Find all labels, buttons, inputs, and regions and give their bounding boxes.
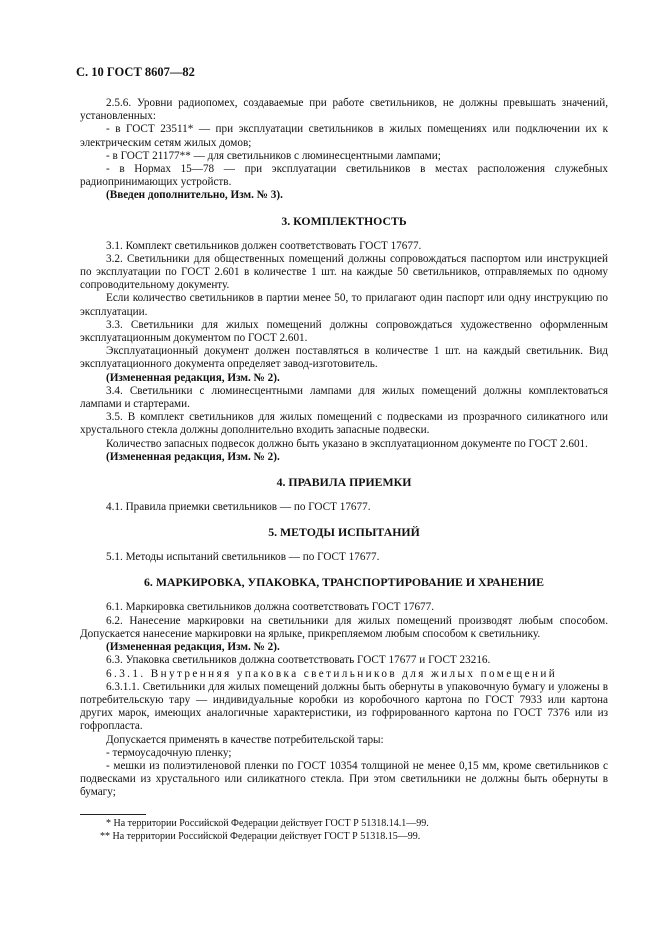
paragraph-2-5-6: 2.5.6. Уровни радиопомех, создаваемые при работе светильников, не должны превышать значений, установленных: [80,97,608,123]
section-5-title: 5. МЕТОДЫ ИСПЫТАНИЙ [268,525,420,540]
paragraph-3-5-note: Количество запасных подвесок должно быть указано в эксплуатационном документе по ГОСТ 2.601. [106,437,588,450]
paragraph-3-2-note: Если количество светильников в партии менее 50, то прилагают один паспорт или одну инструкцию по эксплуатации. [80,292,608,318]
paragraph-gost-23511: - в ГОСТ 23511* — при эксплуатации светильников в жилых помещениях или подключении их к электрическим сетям жилых домов; [80,123,608,149]
list-item-polyethylene-bags: - мешки из полиэтиленовой пленки по ГОСТ 10354 толщиной не менее 0,15 мм, кроме светильников с подвесками из хрустального или силикатного стекла. При этом светильники не должны быть обернуты в бумагу; [80,759,608,799]
paragraph-gost-21177: - в ГОСТ 21177** — для светильников с люминесцентными лампами; [106,149,441,162]
amendment-note: (Измененная редакция, Изм. № 2). [106,450,280,463]
paragraph-6-3-1: 6.3.1. Внутренняя упаковка светильников для жилых помещений [106,667,558,680]
footnote-divider [80,814,146,815]
paragraph-6-3-1-1: 6.3.1.1. Светильники для жилых помещений должны быть обернуты в упаковочную бумагу и уложены в потребительскую тару — индивидуальные коробки из коробочного картона по ГОСТ 7933 или картона других марок, имеющих аналогичные характеристики, из гофрированного картона по ГОСТ 7376 или из гофропласта. [80,680,608,733]
amendment-note: (Измененная редакция, Изм. № 2). [106,641,280,654]
footnote-1: * На территории Российской Федерации действует ГОСТ Р 51318.14.1—99. [106,818,429,829]
paragraph-3-2: 3.2. Светильники для общественных помещений должны сопровождаться паспортом или инструкцией по эксплуатации по ГОСТ 2.601 в количестве 1 шт. на каждые 50 светильников, отправляемых по одному сопроводительному документу. [80,252,608,292]
paragraph-5-1: 5.1. Методы испытаний светильников — по ГОСТ 17677. [106,551,380,564]
paragraph-4-1: 4.1. Правила приемки светильников — по ГОСТ 17677. [106,501,371,514]
footnote-2: ** На территории Российской Федерации действует ГОСТ Р 51318.15—99. [100,831,421,842]
paragraph-normy-15-78: - в Нормах 15—78 — при эксплуатации светильников в местах расположения служебных радиопринимающих устройств. [80,163,608,189]
document-body [80,97,608,800]
paragraph-6-2: 6.2. Нанесение маркировки на светильники для жилых помещений производят любым способом. Допускается нанесение маркировки на ярлыке, прикрепляемом любым способом к светильнику. [80,614,608,640]
section-3-title: 3. КОМПЛЕКТНОСТЬ [281,213,407,228]
paragraph-6-3: 6.3. Упаковка светильников должна соответствовать ГОСТ 17677 и ГОСТ 23216. [106,654,491,667]
amendment-note: (Измененная редакция, Изм. № 2). [106,371,280,384]
list-item-shrink-film: - термоусадочную пленку; [106,746,232,759]
paragraph-3-3-note: Эксплуатационный документ должен поставляться в количестве 1 шт. на каждый светильник. Вид эксплуатационного документа определяет завод-изготовитель. [80,345,608,371]
paragraph-6-1: 6.1. Маркировка светильников должна соответствовать ГОСТ 17677. [106,601,435,614]
paragraph-3-3: 3.3. Светильники для жилых помещений должны сопровождаться художественно оформленным эксплуатационным документом по ГОСТ 2.601. [80,318,608,345]
paragraph-allowed-packaging: Допускается применять в качестве потребительской тары: [106,733,384,746]
paragraph-3-4: 3.4. Светильники с люминесцентными лампами для жилых помещений должны комплектоваться лампами и стартерами. [80,384,608,411]
section-4-title: 4. ПРАВИЛА ПРИЕМКИ [276,475,412,490]
section-6-title: 6. МАРКИРОВКА, УПАКОВКА, ТРАНСПОРТИРОВАНИЕ И ХРАНЕНИЕ [144,575,544,590]
page-header: С. 10 ГОСТ 8607—82 [76,65,195,79]
paragraph-3-1: 3.1. Комплект светильников должен соответствовать ГОСТ 17677. [106,239,422,252]
paragraph-3-5: 3.5. В комплект светильников для жилых помещений с подвесками из прозрачного силикатного или хрустального стекла должны дополнительно входить запасные подвески. [80,411,608,437]
amendment-note: (Введен дополнительно, Изм. № 3). [106,189,283,202]
footnotes [80,814,608,843]
